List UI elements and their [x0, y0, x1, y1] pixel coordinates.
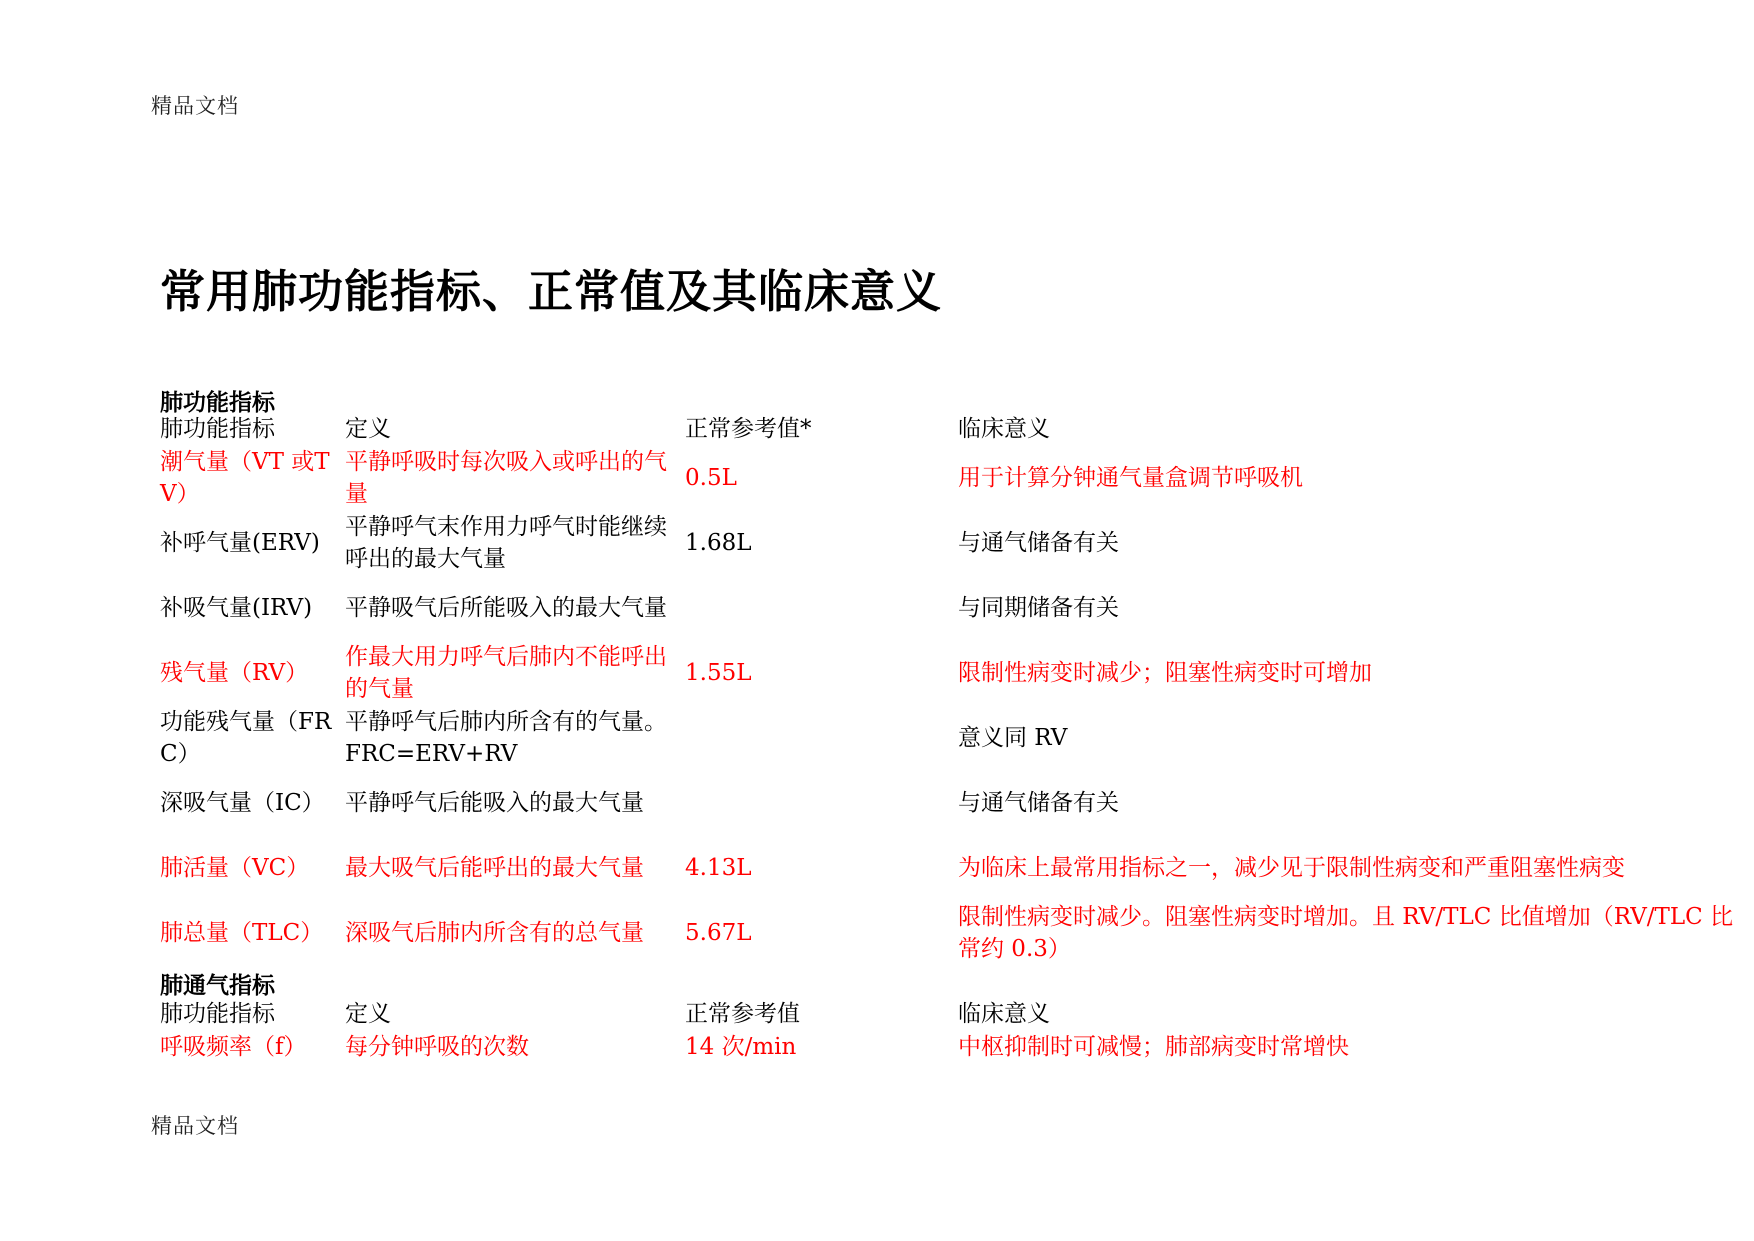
row-significance: 为临床上最常用指标之一，减少见于限制性病变和严重阻塞性病变 [958, 854, 1625, 881]
watermark-top: 精品文档 [151, 94, 239, 118]
row-significance: 意义同 RV [958, 724, 1068, 751]
row-significance: 与通气储备有关 [958, 529, 1119, 556]
row-name: 潮气量（VT 或TV） [160, 448, 330, 507]
row-value: 5.67L [685, 919, 752, 946]
column-header-definition: 定义 [345, 416, 391, 442]
page-title: 常用肺功能指标、正常值及其临床意义 [160, 265, 943, 318]
row-value [685, 770, 958, 835]
row-significance: 用于计算分钟通气量盒调节呼吸机 [958, 464, 1303, 491]
row-value [685, 705, 958, 770]
column-header-clinical-significance: 临床意义 [958, 416, 1050, 442]
row-definition: 平静呼气后肺内所含有的气量。FRC=ERV+RV [345, 708, 667, 767]
column-header-reference-value: 正常参考值* [685, 416, 812, 442]
row-name: 功能残气量（FRC） [160, 708, 332, 767]
column-header-clinical-significance: 临床意义 [958, 1001, 1050, 1027]
row-name: 残气量（RV） [160, 659, 309, 686]
lung-function-table [160, 413, 1754, 965]
row-significance: 限制性病变时减少；阻塞性病变时可增加 [958, 659, 1372, 686]
row-value: 1.55L [685, 659, 752, 686]
row-name: 呼吸频率（f） [160, 1034, 307, 1060]
row-definition: 平静呼吸时每次吸入或呼出的气量 [345, 448, 667, 507]
row-significance: 中枢抑制时可减慢；肺部病变时常增快 [958, 1034, 1349, 1060]
row-value [685, 575, 958, 640]
row-definition: 平静吸气后所能吸入的最大气量 [345, 594, 667, 621]
row-value: 14 次/min [685, 1034, 797, 1060]
section-heading-ventilation: 肺通气指标 [160, 973, 275, 999]
row-significance: 限制性病变时减少。阻塞性病变时增加。且 RV/TLC 比值增加（RV/TLC 比常约 0.3） [958, 903, 1734, 962]
watermark-bottom: 精品文档 [151, 1114, 239, 1138]
row-definition: 每分钟呼吸的次数 [345, 1034, 529, 1060]
column-header-indicator: 肺功能指标 [160, 1001, 275, 1027]
row-value: 0.5L [685, 464, 737, 491]
row-name: 补吸气量(IRV) [160, 594, 313, 621]
row-significance: 与同期储备有关 [958, 594, 1119, 621]
row-name: 肺活量（VC） [160, 854, 310, 881]
row-value: 1.68L [685, 529, 752, 556]
row-definition: 平静呼气末作用力呼气时能继续呼出的最大气量 [345, 513, 667, 572]
column-header-reference-value: 正常参考值 [685, 1001, 800, 1027]
column-header-definition: 定义 [345, 1001, 391, 1027]
row-definition: 作最大用力呼气后肺内不能呼出的气量 [345, 643, 667, 702]
row-definition: 最大吸气后能呼出的最大气量 [345, 854, 644, 881]
row-significance: 与通气储备有关 [958, 789, 1119, 816]
row-name: 补呼气量(ERV) [160, 529, 320, 556]
section-heading-lung-function: 肺功能指标 [160, 390, 275, 416]
column-header-indicator: 肺功能指标 [160, 416, 275, 442]
row-definition: 深吸气后肺内所含有的总气量 [345, 919, 644, 946]
row-name: 深吸气量（IC） [160, 789, 325, 816]
row-name: 肺总量（TLC） [160, 919, 324, 946]
ventilation-table [160, 998, 1754, 1064]
row-definition: 平静呼气后能吸入的最大气量 [345, 789, 644, 816]
row-value: 4.13L [685, 854, 752, 881]
